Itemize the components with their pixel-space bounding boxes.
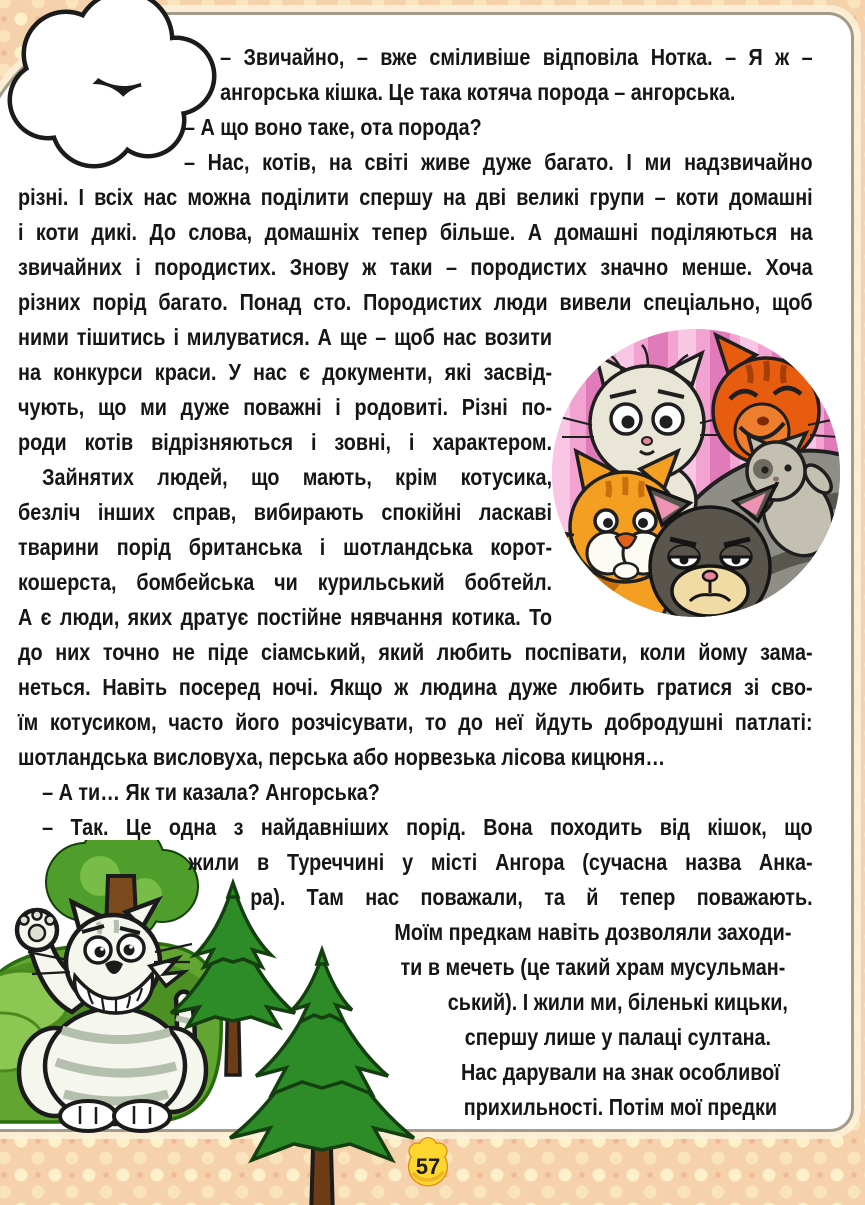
story-line: ти в мечеть (це такий храм мусульман- (400, 954, 786, 980)
float-spacer (18, 845, 188, 880)
float-spacer (18, 880, 250, 915)
story-line: кошерста, бомбейська чи курильський бобтейл. (18, 569, 553, 595)
float-spacer (552, 320, 813, 620)
story-line: безліч інших справ, вибирають спокійні ласкаві (18, 499, 553, 525)
float-spacer (18, 1055, 428, 1135)
page-number: 57 (415, 1154, 441, 1179)
story-line: роди котів відрізняються і зовні, і характером. (18, 429, 553, 455)
story-line: – Так. Це одна з найдавніших порід. Вона походить від кішок, що (42, 814, 813, 840)
float-spacer (18, 110, 160, 175)
float-spacer (18, 985, 423, 1055)
story-line: ра). Там нас поважали, та й тепер поважають. (250, 884, 813, 910)
story-line: на конкурси краси. У нас є документи, які засвід- (18, 359, 553, 385)
story-text (18, 40, 813, 1135)
story-line: Нас дарували на знак особливої (461, 1059, 780, 1085)
story-line: – Нас, котів, на світі живе дуже багато. І ми надзвичайно (183, 149, 813, 175)
story-line: і коти дикі. До слова, домашніх тепер більше. А домашні поділяються на (18, 219, 813, 245)
story-line: шотландська висловуха, перська або норвезька лісова кицюня… (18, 744, 666, 770)
float-spacer (18, 40, 220, 110)
story-line: тварини порід британська і шотландська корот- (18, 534, 553, 560)
story-line: ангорська кішка. Це така котяча порода – ангорська. (220, 79, 736, 105)
story-line: Зайнятих людей, що мають, крім котусика, (42, 464, 553, 490)
story-line: спершу лише у палаці султана. (464, 1024, 772, 1050)
story-line: ський). І жили ми, біленькі кицьки, (447, 989, 788, 1015)
story-line: прихильності. Потім мої предки (463, 1094, 778, 1120)
story-line: жили в Туреччині у місті Ангора (сучасна назва Анка- (188, 849, 813, 875)
story-line: неться. Навіть посеред ночі. Якщо ж людина дуже любить гратися зі сво- (18, 674, 813, 700)
story-line: звичайних і породистих. Знову ж таки – породистих значно менше. Хоча (18, 254, 813, 280)
story-line: різних порід багато. Понад сто. Породистих люди вивели спеціально, щоб (18, 289, 813, 315)
story-line: Моїм предкам навіть дозволяли заходи- (394, 919, 792, 945)
story-line: – А що воно таке, ота порода? (183, 114, 482, 140)
story-line: – Звичайно, – вже сміливіше відповіла Нотка. – Я ж – (220, 44, 813, 70)
story-line: різні. І всіх нас можна поділити спершу на дві великі групи – коти домашні (18, 184, 813, 210)
story-line: А є люди, яких дратує постійне нявчання котика. То (18, 604, 553, 630)
story-line: ними тішитись і милуватися. А ще – щоб нас возити (18, 324, 553, 350)
story-line: їм котусиком, часто його розчісувати, то до неї йдуть добродушні патлаті: (18, 709, 813, 735)
float-spacer (18, 915, 373, 985)
story-line: до них точно не піде сіамський, який любить поспівати, коли йому зама- (18, 639, 813, 665)
story-line: чують, що ми дуже поважні і родовиті. Різні по- (18, 394, 553, 420)
story-line: – А ти… Як ти казала? Ангорська? (42, 779, 380, 805)
